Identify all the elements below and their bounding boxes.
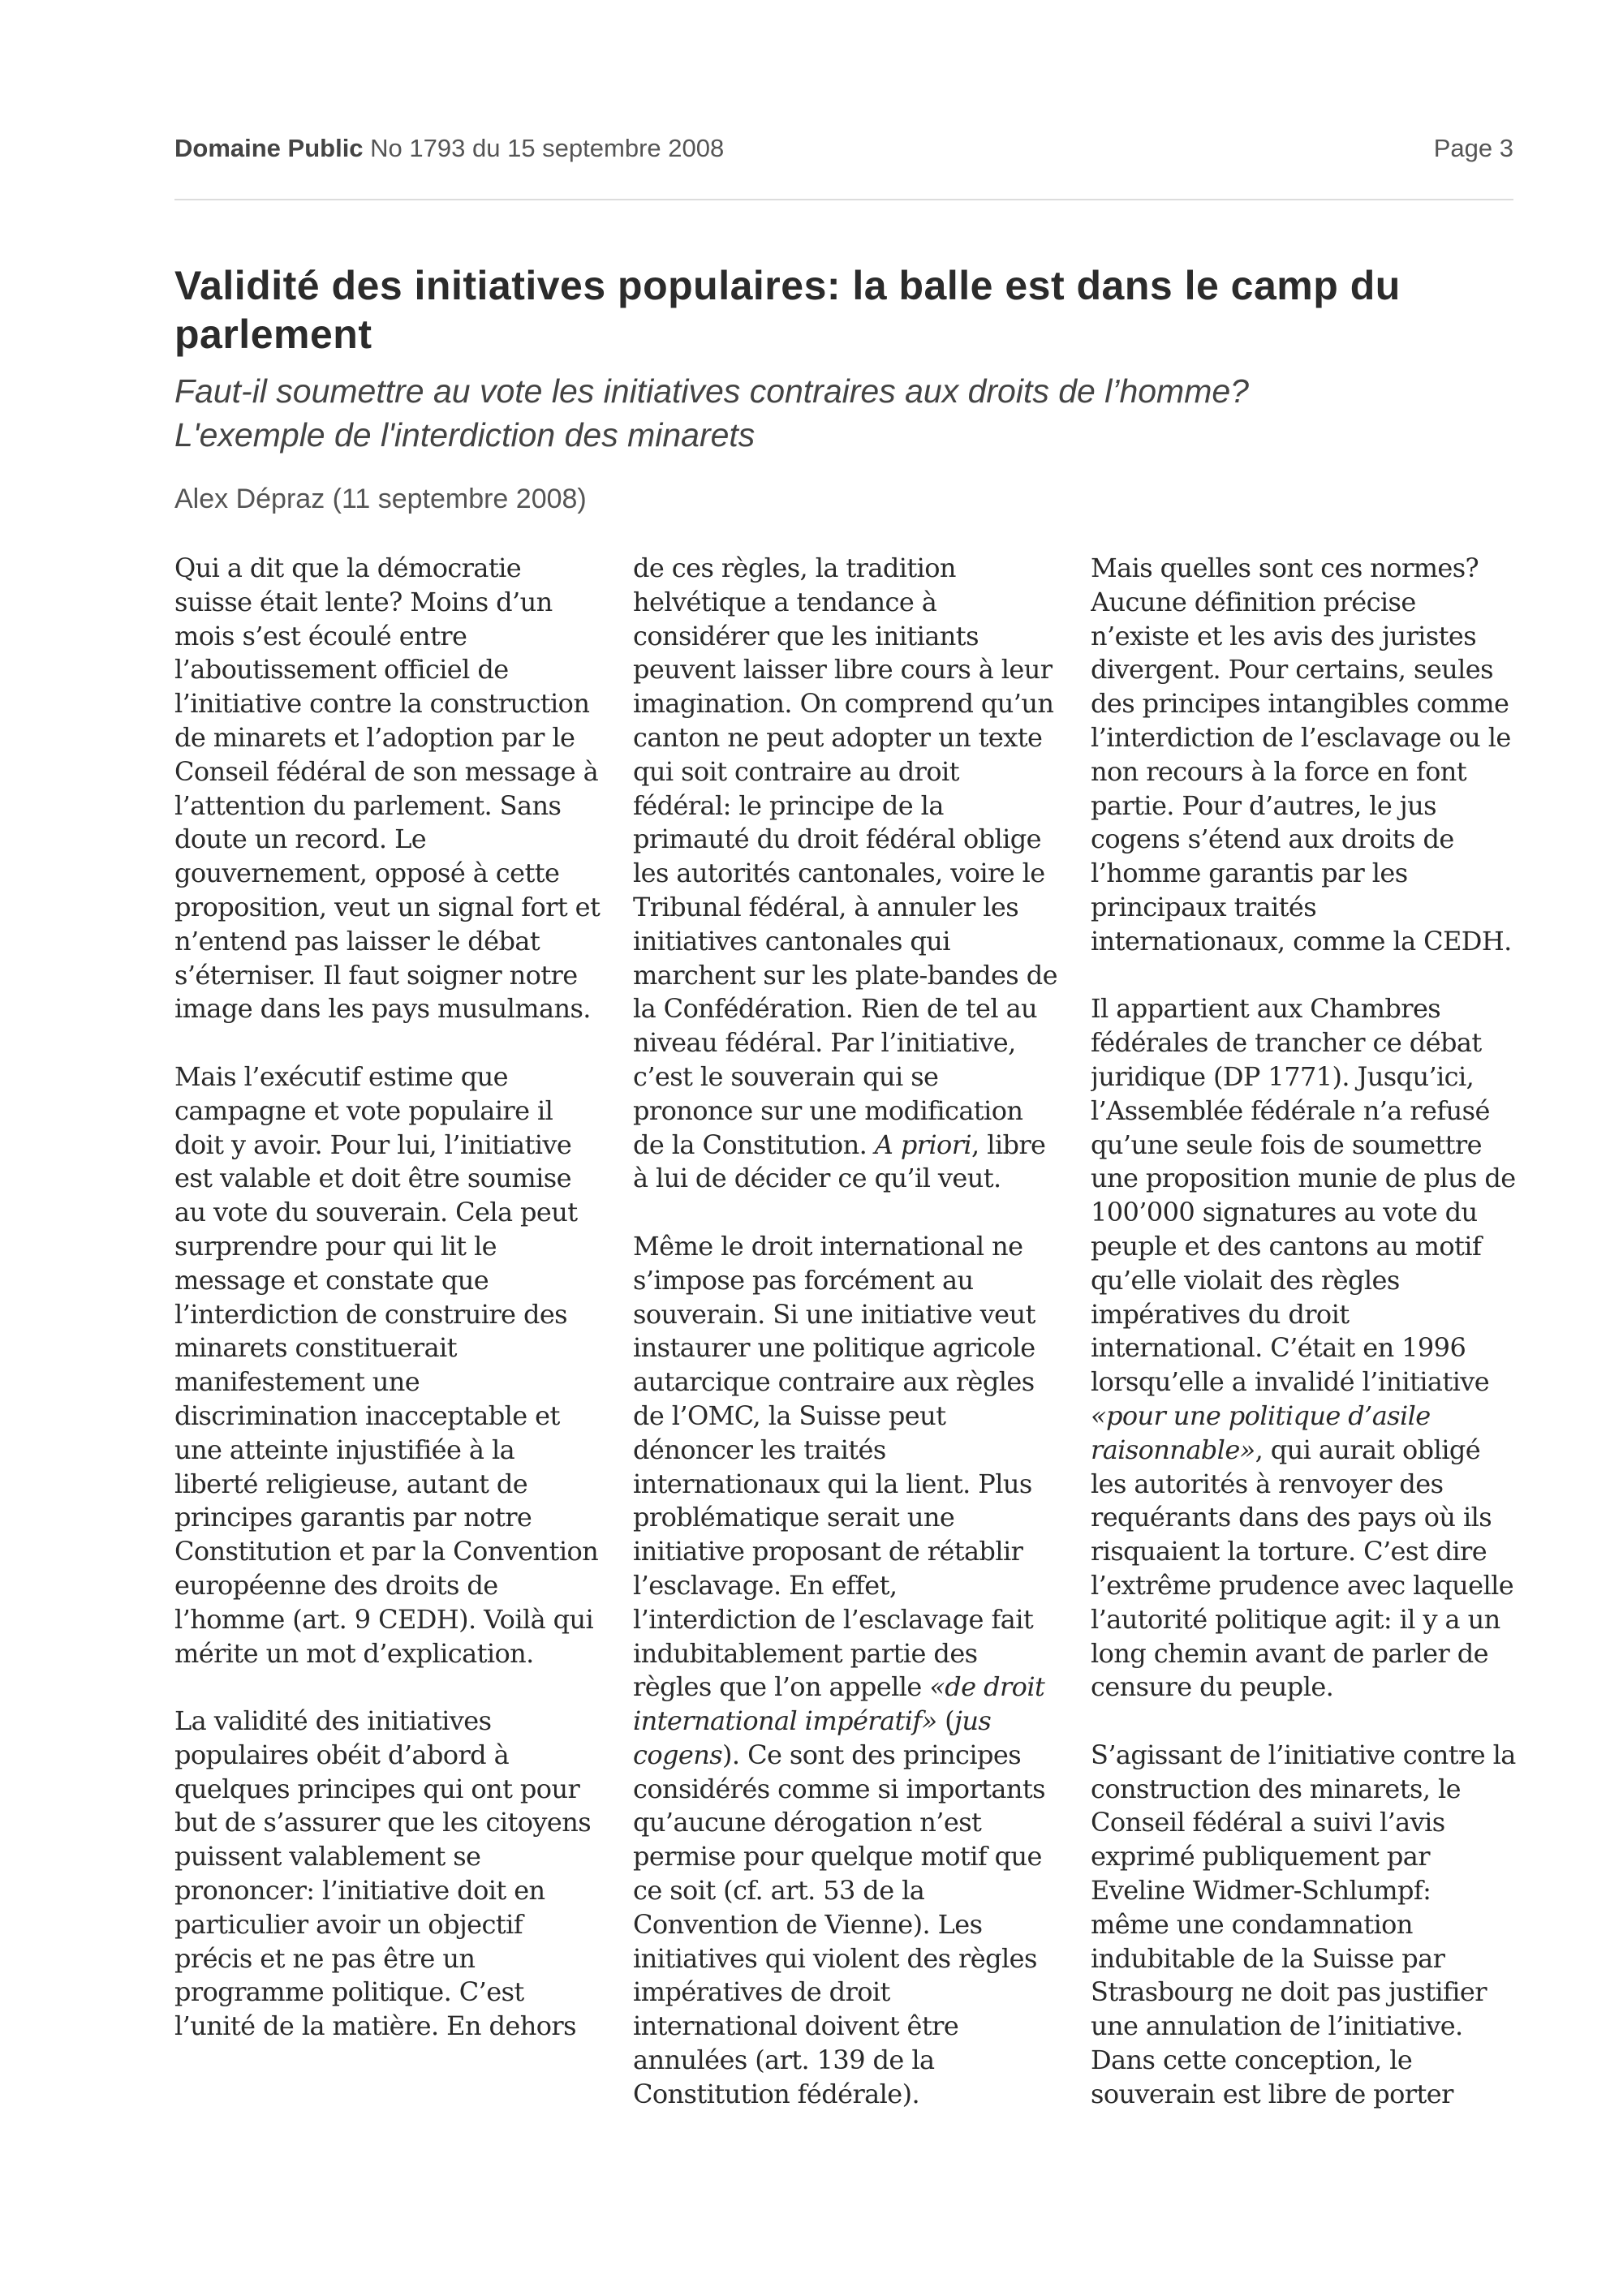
page-number: Page 3 xyxy=(1433,134,1513,162)
text-run: , libre à lui de décider ce qu’il veut. xyxy=(633,1129,1046,1194)
text-run: , qui aurait obligé les autorités à renvoyer des requérants dans des pays où ils risquaient la torture. C’est dire l’extrême prudence avec laquelle l’autorité politique agit: il y a un long chemin avant de parler de censure du peuple. xyxy=(1091,1434,1514,1703)
paragraph: La validité des initiatives populaires obéit d’abord à quelques principes qui ont pour but de s’assurer que les citoyens puissent valablement se prononcer: l’initiative doit en particulier avoir un objectif précis et ne pas être un programme politique. C’est l’unité de la matière. En dehors xyxy=(174,1705,592,2042)
italic-term: jus cogens xyxy=(633,1705,992,1770)
text-run: Il appartient aux Chambres fédérales de trancher ce débat juridique (DP 1771). Jusqu’ici, l’Assemblée fédérale n’a refusé qu’une seule fois de soumettre une proposition munie de plus de 100’000 signatures au vote du peuple et des cantons au motif qu’elle violait des règles impératives du droit international. C’était en 1996 lorsqu’elle a invalidé l’initiative xyxy=(1091,993,1516,1398)
text-run: de ces règles, la tradition helvétique a tendance à considérer que les initiants peuvent laisser libre cours à leur imagination. On comprend qu’un canton ne peut adopter un texte qui soit contraire au droit fédéral: le principe de la primauté du droit fédéral oblige les autorités cantonales, voire le Tribunal fédéral, à annuler les initiatives cantonales qui marchent sur les plate-bandes de la Confédération. Rien de tel au niveau fédéral. Par l’initiative, c’est le souverain qui se prononce sur une modification de la Constitution. xyxy=(633,553,1057,1160)
text-column-2 xyxy=(633,552,1059,2215)
header-divider xyxy=(174,199,1513,200)
italic-term: «de droit international impératif» xyxy=(633,1671,1045,1737)
text-run: ( xyxy=(936,1705,955,1737)
subtitle-line-1: Faut-il soumettre au vote les initiatives contraires aux droits de l’homme? xyxy=(174,372,1249,410)
subtitle-line-2: L'exemple de l'interdiction des minarets xyxy=(174,416,756,454)
page-header xyxy=(174,134,1513,173)
paragraph: S’agissant de l’initiative contre la construction des minarets, le Conseil fédéral a suivi l’avis exprimé publiquement par Eveline Widmer-Schlumpf: même une condamnation indubitable de la Suisse par Strasbourg ne doit pas justifier une annulation de l’initiative. Dans cette conception, le souverain est libre de porter xyxy=(1091,1739,1516,2109)
paragraph: Qui a dit que la démocratie suisse était lente? Moins d’un mois s’est écoulé entre l’aboutissement officiel de l’initiative contre la construction de minarets et l’adoption par le Conseil fédéral de son message à l’attention du parlement. Sans doute un record. Le gouvernement, opposé à cette proposition, veut un signal fort et n’entend pas laisser le débat s’éterniser. Il faut soigner notre image dans les pays musulmans. xyxy=(174,553,601,1025)
publication-name: Domaine Public xyxy=(174,134,364,162)
italic-term: «pour une politique d’asile raisonnable» xyxy=(1091,1400,1431,1465)
text-run: Même le droit international ne s’impose pas forcément au souverain. Si une initiative veut instaurer une politique agricole autarcique contraire aux règles de l’OMC, la Suisse peut dénoncer les traités internationaux qui la lient. Plus problématique serait une initiative proposant de rétablir l’esclavage. En effet, l’interdiction de l’esclavage fait indubitablement partie des règles que l’on appelle xyxy=(633,1230,1035,1703)
paragraph xyxy=(633,552,1059,1196)
article-title: Validité des initiatives populaires: la balle est dans le camp du parlement xyxy=(174,263,1401,357)
paragraph: Mais l’exécutif estime que campagne et vote populaire il doit y avoir. Pour lui, l’initiative est valable et doit être soumise au vote du souverain. Cela peut surprendre pour qui lit le message et constate que l’interdiction de construire des minarets constituerait manifestement une discrimination inacceptable et une atteinte injustifiée à la liberté religieuse, autant de principes garantis par notre Constitution et par la Convention européenne des droits de l’homme (art. 9 CEDH). Voilà qui mérite un mot d’explication. xyxy=(174,1060,599,1669)
italic-term: A priori xyxy=(874,1129,972,1160)
paragraph: Mais quelles sont ces normes? Aucune définition précise n’existe et les avis des juristes divergent. Pour certains, seules des principes intangibles comme l’interdiction de l’esclavage ou le non recours à la force en font partie. Pour d’autres, le jus cogens s’étend aux droits de l’homme garantis par les principaux traités internationaux, comme la CEDH. xyxy=(1091,553,1512,957)
article-subtitle xyxy=(174,369,1513,457)
author-date: Alex Dépraz (11 septembre 2008) xyxy=(174,484,587,514)
paragraph xyxy=(1091,992,1517,1705)
issue-info: No 1793 du 15 septembre 2008 xyxy=(370,134,725,162)
paragraph xyxy=(633,1230,1059,2112)
text-column-3 xyxy=(1091,552,1517,2215)
text-column-1 xyxy=(174,552,601,2215)
text-run: ). Ce sont des principes considérés comme si importants qu’aucune dérogation n’est permise pour quelque motif que ce soit (cf. art. 53 de la Convention de Vienne). Les initiatives qui violent des règles impératives de droit international doivent être annulées (art. 139 de la Constitution fédérale). xyxy=(633,1739,1045,2109)
